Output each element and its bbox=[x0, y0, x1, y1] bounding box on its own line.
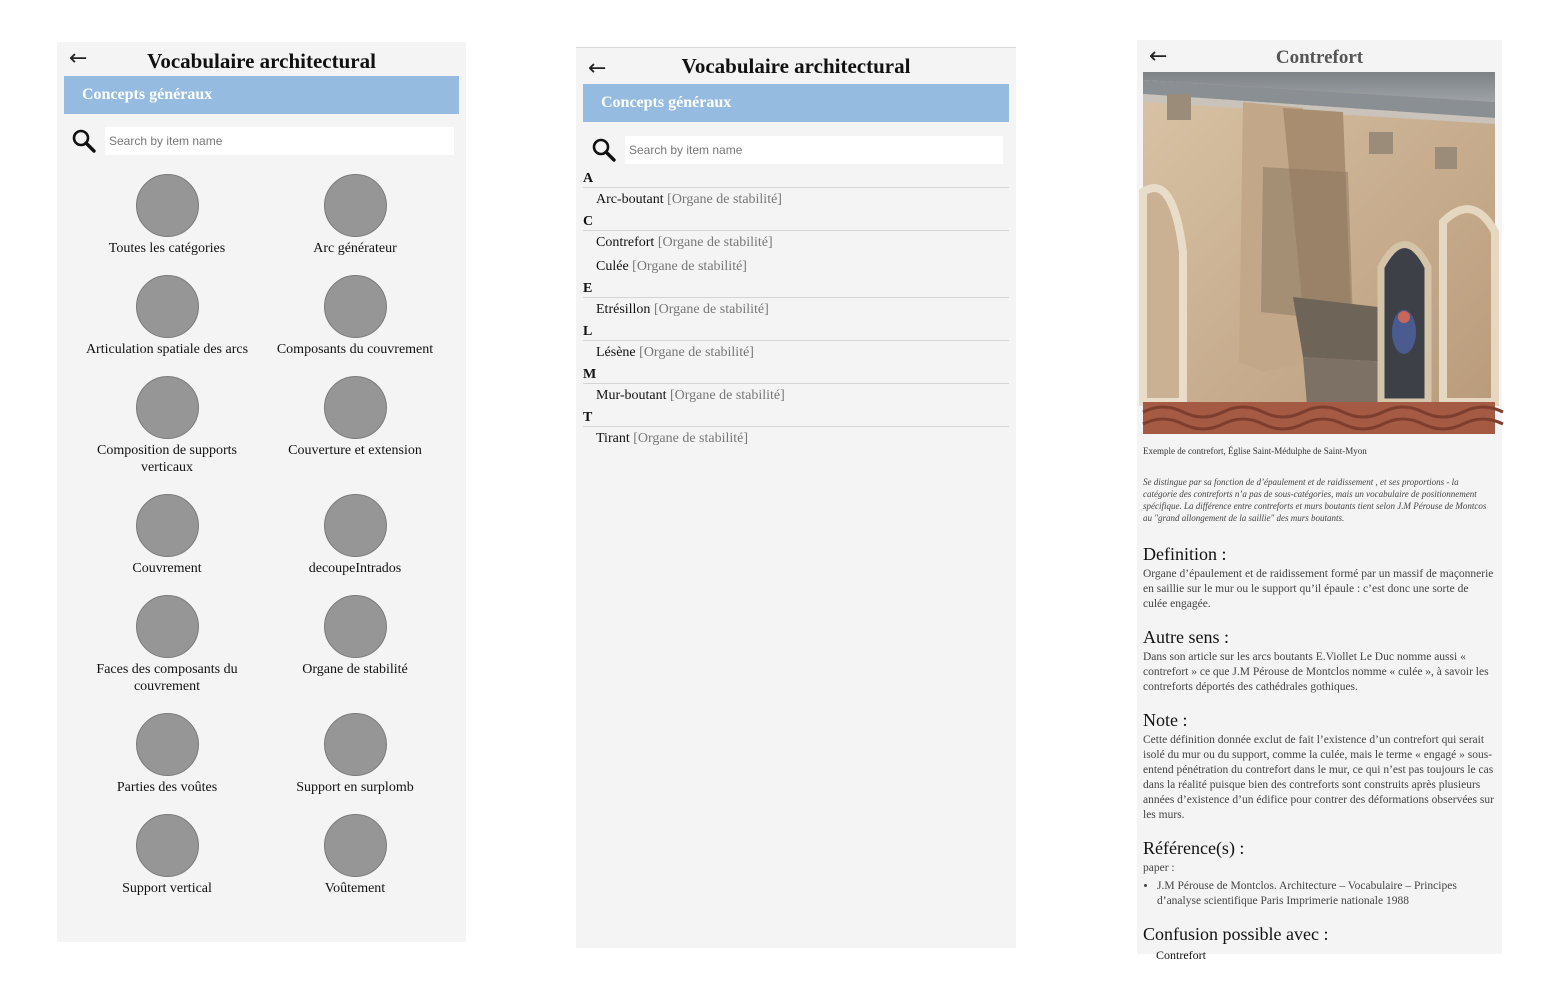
category-label: Organe de stabilité bbox=[302, 662, 408, 677]
category-label: Composants du couvrement bbox=[276, 342, 434, 357]
list-screen bbox=[576, 47, 1016, 948]
category-item[interactable] bbox=[261, 275, 449, 376]
term-name: Lésène bbox=[596, 345, 636, 360]
term-category: [Organe de stabilité] bbox=[633, 431, 749, 446]
category-item[interactable] bbox=[73, 494, 261, 595]
category-item[interactable] bbox=[73, 713, 261, 814]
category-thumbnail bbox=[136, 494, 199, 557]
page-title: Vocabulaire architectural bbox=[681, 54, 911, 78]
category-label: Support vertical bbox=[122, 881, 212, 896]
category-thumbnail bbox=[324, 275, 387, 338]
letter-heading: A bbox=[583, 171, 1009, 188]
category-thumbnail bbox=[324, 174, 387, 237]
list-item[interactable] bbox=[583, 341, 1009, 365]
section-banner: Concepts généraux bbox=[64, 76, 459, 114]
detail-screen bbox=[1137, 40, 1502, 962]
category-grid bbox=[73, 174, 466, 915]
list-item[interactable] bbox=[583, 384, 1009, 408]
category-thumbnail bbox=[324, 595, 387, 658]
letter-heading: E bbox=[583, 281, 1009, 298]
list-item[interactable] bbox=[583, 427, 1009, 451]
category-item[interactable] bbox=[261, 494, 449, 595]
term-category: [Organe de stabilité] bbox=[639, 345, 754, 360]
back-arrow-icon[interactable]: ← bbox=[1149, 44, 1168, 69]
category-thumbnail bbox=[136, 275, 199, 338]
page-title: Contrefort bbox=[1275, 47, 1364, 68]
page-title: Vocabulaire architectural bbox=[147, 49, 376, 73]
category-label: Parties des voûtes bbox=[116, 780, 218, 795]
autre-sens-text: Dans son article sur les arcs boutants E.Viollet Le Duc nomme aussi « contrefort » ce que J.M Pérouse de Montclos nomme « culée », à savoir les contreforts déportés des cathédrales gothiques. bbox=[1143, 651, 1489, 693]
photo-caption: Exemple de contrefort, Église Saint-Médulphe de Saint-Myon bbox=[1143, 446, 1367, 456]
note-text: Cette définition donnée exclut de fait l’existence d’un contrefort qui serait isolé du mur ou du support, comme la culée, mais le terme « engagé » sous-entend pénétration du contrefort dans le mur, ce qui n’est pas toujours le cas dans la réalité puisque bien des contreforts sont construits après plusieurs années d’existence d’un édifice pour contrer des déformations observées sur les murs. bbox=[1143, 734, 1494, 821]
category-thumbnail bbox=[136, 814, 199, 877]
category-item[interactable] bbox=[73, 814, 261, 915]
search-bar bbox=[71, 126, 454, 156]
letter-heading: T bbox=[583, 410, 1009, 427]
search-input[interactable] bbox=[105, 127, 454, 155]
category-label: Toutes les catégories bbox=[108, 241, 226, 256]
confusion-item[interactable]: Contrefort bbox=[1156, 948, 1206, 962]
references-label: paper : bbox=[1143, 862, 1175, 874]
term-category: [Organe de stabilité] bbox=[670, 388, 785, 403]
category-item[interactable] bbox=[261, 814, 449, 915]
category-label: Composition de supports verticaux bbox=[96, 443, 237, 475]
letter-heading: L bbox=[583, 324, 1009, 341]
term-name: Mur-boutant bbox=[596, 388, 667, 403]
search-input[interactable] bbox=[625, 136, 1003, 164]
top-bar bbox=[1137, 40, 1502, 72]
references-heading: Référence(s) : bbox=[1143, 838, 1245, 858]
term-name: Etrésillon bbox=[596, 302, 651, 317]
section-banner: Concepts généraux bbox=[583, 84, 1009, 122]
autre-sens-heading: Autre sens : bbox=[1143, 627, 1229, 647]
category-thumbnail bbox=[324, 376, 387, 439]
category-thumbnail bbox=[324, 494, 387, 557]
category-label: decoupeIntrados bbox=[308, 561, 402, 576]
term-list bbox=[583, 171, 1009, 451]
category-label: Voûtement bbox=[324, 881, 386, 896]
definition-text: Organe d’épaulement et de raidissement formé par un massif de maçonnerie en saillie sur le mur ou le support qu’il épaule : c’est donc une sorte de culée engagée. bbox=[1143, 568, 1494, 610]
term-category: [Organe de stabilité] bbox=[653, 302, 769, 317]
categories-screen bbox=[57, 42, 466, 942]
category-thumbnail bbox=[136, 376, 199, 439]
term-category: [Organe de stabilité] bbox=[657, 235, 773, 250]
category-item[interactable] bbox=[261, 174, 449, 275]
confusion-heading: Confusion possible avec : bbox=[1143, 924, 1329, 944]
references bbox=[1137, 861, 1502, 909]
category-label: Arc générateur bbox=[313, 241, 397, 256]
category-label: Couverture et extension bbox=[288, 443, 422, 458]
category-thumbnail bbox=[136, 713, 199, 776]
note-heading: Note : bbox=[1143, 710, 1188, 730]
letter-heading: M bbox=[583, 367, 1009, 384]
search-icon bbox=[591, 137, 617, 163]
list-item[interactable] bbox=[583, 231, 1009, 255]
definition-heading: Definition : bbox=[1143, 544, 1227, 564]
category-item[interactable] bbox=[261, 376, 449, 494]
term-name: Culée bbox=[596, 259, 629, 274]
top-bar bbox=[576, 48, 1016, 84]
category-item[interactable] bbox=[73, 275, 261, 376]
category-item[interactable] bbox=[73, 174, 261, 275]
term-name: Arc-boutant bbox=[596, 192, 664, 207]
list-item[interactable] bbox=[583, 298, 1009, 322]
category-thumbnail bbox=[324, 713, 387, 776]
list-item[interactable] bbox=[583, 188, 1009, 212]
search-bar bbox=[591, 135, 1003, 165]
category-thumbnail bbox=[136, 595, 199, 658]
reference-item: • J.M Pérouse de Montclos. Architecture – Vocabulaire – Principes d’analyse scientifique Paris Imprimerie nationale 1988 bbox=[1157, 879, 1494, 909]
term-category: [Organe de stabilité] bbox=[667, 192, 782, 207]
category-label: Faces des composants du couvrement bbox=[96, 662, 238, 694]
category-label: Support en surplomb bbox=[296, 780, 414, 795]
intro-text: Se distingue par sa fonction de d’épaulement et de raidissement , et ses proportions - la catégorie des contreforts n’a pas de sous-catégories, mais un vocabulaire de positionnement spécifique. La différence entre contreforts et murs boutants tient selon J.M Pérouse de Montcos au "grand allongement de la saillie" des murs boutants. bbox=[1143, 477, 1487, 523]
category-label: Couvrement bbox=[132, 561, 202, 576]
contrefort-photo bbox=[1143, 72, 1496, 434]
back-arrow-icon[interactable]: ← bbox=[69, 46, 88, 71]
list-item[interactable] bbox=[583, 255, 1009, 279]
church-buttress-illustration bbox=[1143, 72, 1495, 434]
category-item[interactable] bbox=[73, 376, 261, 494]
category-item[interactable] bbox=[261, 713, 449, 814]
letter-heading: C bbox=[583, 214, 1009, 231]
category-thumbnail bbox=[324, 814, 387, 877]
category-thumbnail bbox=[136, 174, 199, 237]
search-icon bbox=[71, 128, 97, 154]
back-arrow-icon[interactable]: ← bbox=[588, 56, 607, 81]
term-category: [Organe de stabilité] bbox=[632, 259, 747, 274]
category-label: Articulation spatiale des arcs bbox=[85, 342, 249, 357]
category-item[interactable] bbox=[261, 595, 449, 713]
term-name: Tirant bbox=[596, 431, 630, 446]
term-name: Contrefort bbox=[596, 235, 655, 250]
category-item[interactable] bbox=[73, 595, 261, 713]
top-bar bbox=[57, 42, 466, 76]
